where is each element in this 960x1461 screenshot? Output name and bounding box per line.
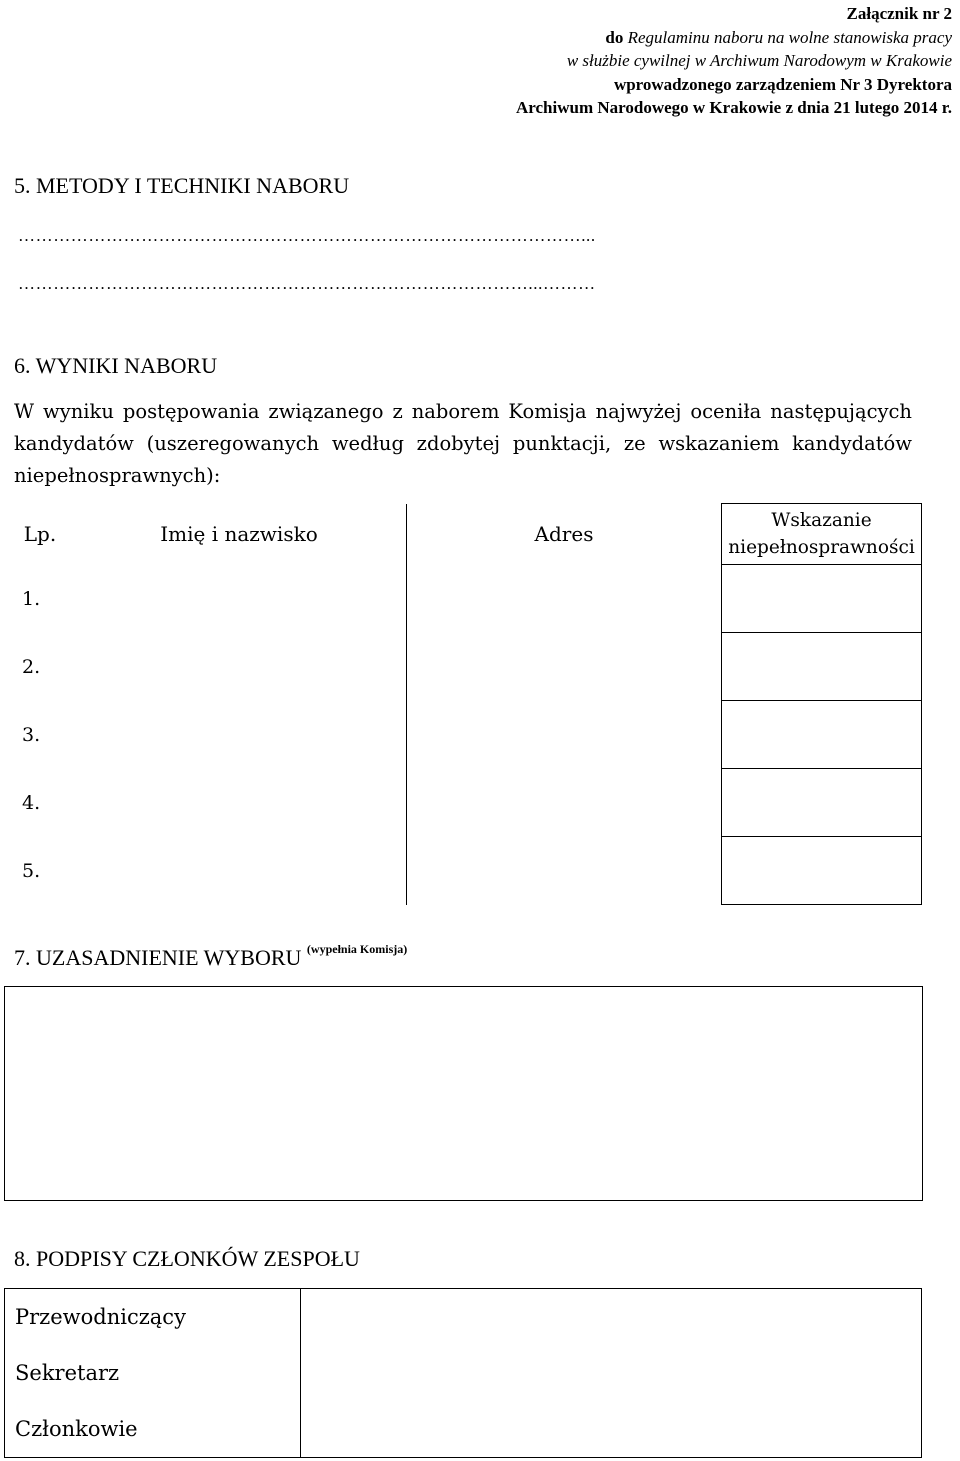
col-header-lp: Lp. (23, 522, 57, 546)
dotted-line-2[interactable]: ……………………………………………………………………………...……… (18, 274, 596, 293)
name-cell[interactable] (72, 565, 407, 633)
row-number: 1. (22, 587, 41, 610)
signature-row-chair (5, 1289, 922, 1346)
table-row (8, 565, 922, 633)
row-number: 2. (22, 655, 41, 678)
name-cell[interactable] (72, 633, 407, 701)
row-number: 3. (22, 723, 41, 746)
address-cell[interactable] (407, 633, 722, 701)
attachment-number: Załącznik nr 2 (846, 4, 952, 23)
dotted-line-1[interactable]: ……………………………………………………………………………………... (18, 226, 596, 245)
col-header-disability: Wskazanie niepełnosprawności (722, 504, 922, 565)
address-cell[interactable] (407, 565, 722, 633)
section-8-title: 8. PODPISY CZŁONKÓW ZESPOŁU (14, 1246, 360, 1271)
header-line-date: Archiwum Narodowego w Krakowie z dnia 21 lutego 2014 r. (515, 98, 952, 117)
signatures-table (4, 1288, 922, 1458)
disability-cell[interactable] (722, 633, 922, 701)
address-cell[interactable] (407, 769, 722, 837)
table-row (8, 701, 922, 769)
disability-cell[interactable] (722, 837, 922, 905)
header-line-order: wprowadzonego zarządzeniem Nr 3 Dyrektora (613, 74, 952, 94)
header-line-civil-service: w służbie cywilnej w Archiwum Narodowym w Krakowie (566, 51, 952, 70)
table-row (8, 769, 922, 837)
role-chair: Przewodniczący (5, 1289, 301, 1346)
disability-cell[interactable] (722, 701, 922, 769)
signature-field-chair[interactable] (301, 1289, 922, 1458)
row-number: 4. (22, 791, 41, 814)
disability-cell[interactable] (722, 769, 922, 837)
results-paragraph: W wyniku postępowania związanego z naborem Komisja najwyżej oceniła następujących kandydatów (uszeregowanych według zdobytej punktacji, ze wskazaniem kandydatów niepełnosprawnych): (14, 400, 912, 487)
address-cell[interactable] (407, 701, 722, 769)
section-6-title: 6. WYNIKI NABORU (14, 353, 218, 378)
row-number: 5. (22, 859, 41, 882)
table-row (8, 633, 922, 701)
section-7-title: 7. UZASADNIENIE WYBORU $^{(wypełnia Komisja)}$ (14, 942, 408, 970)
table-row (8, 837, 922, 905)
name-cell[interactable] (72, 837, 407, 905)
role-secretary: Sekretarz (5, 1345, 301, 1401)
section-5-title: 5. METODY I TECHNIKI NABORU (14, 173, 350, 198)
col-header-name: Imię i nazwisko (72, 504, 407, 565)
results-table (8, 503, 922, 905)
document-header (392, 2, 952, 120)
results-table-header (8, 504, 922, 565)
section-7-note: (wypełnia Komisja) (306, 942, 408, 956)
role-members: Członkowie (5, 1401, 301, 1458)
col-header-address: Adres (407, 504, 722, 565)
header-line-regulation: do Regulaminu naboru na wolne stanowiska pracy (605, 27, 952, 47)
name-cell[interactable] (72, 701, 407, 769)
name-cell[interactable] (72, 769, 407, 837)
address-cell[interactable] (407, 837, 722, 905)
justification-box[interactable] (4, 986, 923, 1201)
disability-cell[interactable] (722, 565, 922, 633)
